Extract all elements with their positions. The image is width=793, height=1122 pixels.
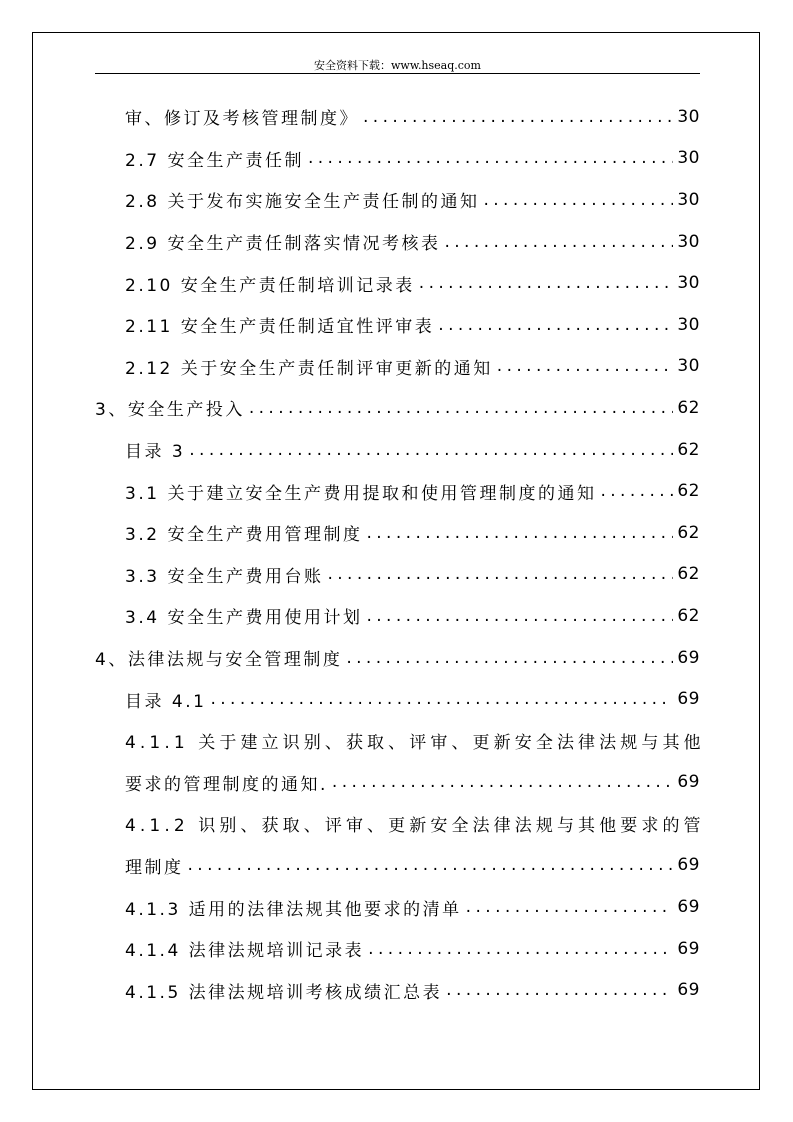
toc-leader-dots <box>366 523 673 543</box>
toc-section-entry[interactable] <box>95 387 700 429</box>
toc-leader-dots <box>368 939 673 959</box>
toc-page-number: 30 <box>677 231 700 252</box>
toc-page-number: 69 <box>677 689 700 710</box>
toc-page-number: 62 <box>677 605 700 626</box>
toc-entry[interactable] <box>95 470 700 512</box>
toc-entry[interactable] <box>95 678 700 720</box>
toc-entry[interactable] <box>95 928 700 970</box>
toc-leader-dots <box>366 606 673 626</box>
toc-entry[interactable] <box>95 96 700 138</box>
toc-leader-dots <box>327 564 673 584</box>
toc-page-number: 30 <box>677 189 700 210</box>
toc-entry-title: 目录 4.1 <box>125 691 207 712</box>
toc-entry-title: 4.1.4 法律法规培训记录表 <box>125 941 365 962</box>
toc-entry[interactable] <box>95 262 700 304</box>
toc-page-number: 30 <box>677 106 700 127</box>
header-divider <box>95 73 700 74</box>
toc-page-number: 30 <box>677 356 700 377</box>
toc-entry-title: 要求的管理制度的通知. <box>125 774 328 795</box>
toc-leader-dots <box>332 772 673 792</box>
toc-leader-dots <box>483 190 673 210</box>
toc-entry-title: 3.3 安全生产费用台账 <box>125 566 324 587</box>
toc-page-number: 69 <box>677 647 700 668</box>
toc-entry-title: 4.1.2 识别、获取、评审、更新安全法律法规与其他要求的管 <box>125 816 705 837</box>
toc-leader-dots <box>497 356 674 376</box>
toc-entry[interactable] <box>95 221 700 263</box>
toc-entry-title: 3、安全生产投入 <box>95 400 245 421</box>
toc-entry[interactable] <box>95 554 700 596</box>
page-header: 安全资料下载：www.hseaq.com <box>314 59 481 72</box>
toc-entry-title: 4.1.3 适用的法律法规其他要求的清单 <box>125 899 462 920</box>
toc-leader-dots <box>363 107 673 127</box>
toc-entry-title: 4.1.5 法律法规培训考核成绩汇总表 <box>125 982 443 1003</box>
toc-entry[interactable] <box>95 595 700 637</box>
toc-leader-dots <box>188 855 674 875</box>
toc-section-entry[interactable] <box>95 637 700 679</box>
toc-leader-dots <box>600 481 673 501</box>
toc-page-number: 30 <box>677 148 700 169</box>
toc-entry[interactable] <box>95 138 700 180</box>
toc-entry-title: 2.12 关于安全生产责任制评审更新的通知 <box>125 358 493 379</box>
toc-entry[interactable] <box>95 886 700 928</box>
toc-page-number: 69 <box>677 938 700 959</box>
toc-leader-dots <box>419 273 674 293</box>
toc-entry-title: 2.8 关于发布实施安全生产责任制的通知 <box>125 192 480 213</box>
toc-entry-title: 目录 3 <box>125 442 186 463</box>
toc-entry[interactable] <box>95 762 700 804</box>
toc-entry-title: 3.1 关于建立安全生产费用提取和使用管理制度的通知 <box>125 483 597 504</box>
toc-entry[interactable] <box>95 429 700 471</box>
toc-entry-wrapped-line[interactable] <box>95 720 705 762</box>
toc-leader-dots <box>308 148 673 168</box>
toc-leader-dots <box>189 440 673 460</box>
toc-entry[interactable] <box>95 845 700 887</box>
toc-leader-dots <box>249 398 674 418</box>
toc-entry-title: 审、修订及考核管理制度》 <box>125 109 359 130</box>
toc-leader-dots <box>438 315 673 335</box>
toc-page-number: 69 <box>677 855 700 876</box>
toc-entry-title: 2.10 安全生产责任制培训记录表 <box>125 275 415 296</box>
toc-entry-title: 3.2 安全生产费用管理制度 <box>125 525 363 546</box>
toc-entry-title: 2.7 安全生产责任制 <box>125 150 304 171</box>
toc-entry-title: 理制度 <box>125 857 184 878</box>
toc-page-number: 69 <box>677 897 700 918</box>
toc-entry[interactable] <box>95 179 700 221</box>
toc-entry-wrapped-line[interactable] <box>95 803 705 845</box>
toc-page-number: 62 <box>677 481 700 502</box>
toc-page-number: 62 <box>677 564 700 585</box>
toc-entry[interactable] <box>95 304 700 346</box>
toc-page-number: 62 <box>677 522 700 543</box>
toc-entry-title: 4、法律法规与安全管理制度 <box>95 650 343 671</box>
toc-entry[interactable] <box>95 969 700 1011</box>
toc-leader-dots <box>444 232 673 252</box>
toc-entry-title: 4.1.1 关于建立识别、获取、评审、更新安全法律法规与其他 <box>125 733 705 754</box>
toc-page-number: 69 <box>677 772 700 793</box>
toc-entry-title: 3.4 安全生产费用使用计划 <box>125 608 363 629</box>
toc-leader-dots <box>446 980 673 1000</box>
toc-entry[interactable] <box>95 346 700 388</box>
toc-leader-dots <box>346 648 673 668</box>
table-of-contents <box>95 96 705 1011</box>
toc-page-number: 62 <box>677 439 700 460</box>
toc-leader-dots <box>210 689 673 709</box>
toc-page-number: 62 <box>677 397 700 418</box>
toc-page-number: 30 <box>677 273 700 294</box>
toc-entry-title: 2.9 安全生产责任制落实情况考核表 <box>125 234 441 255</box>
toc-entry[interactable] <box>95 512 700 554</box>
toc-page-number: 30 <box>677 314 700 335</box>
toc-entry-title: 2.11 安全生产责任制适宜性评审表 <box>125 317 435 338</box>
toc-page-number: 69 <box>677 980 700 1001</box>
toc-leader-dots <box>466 897 674 917</box>
